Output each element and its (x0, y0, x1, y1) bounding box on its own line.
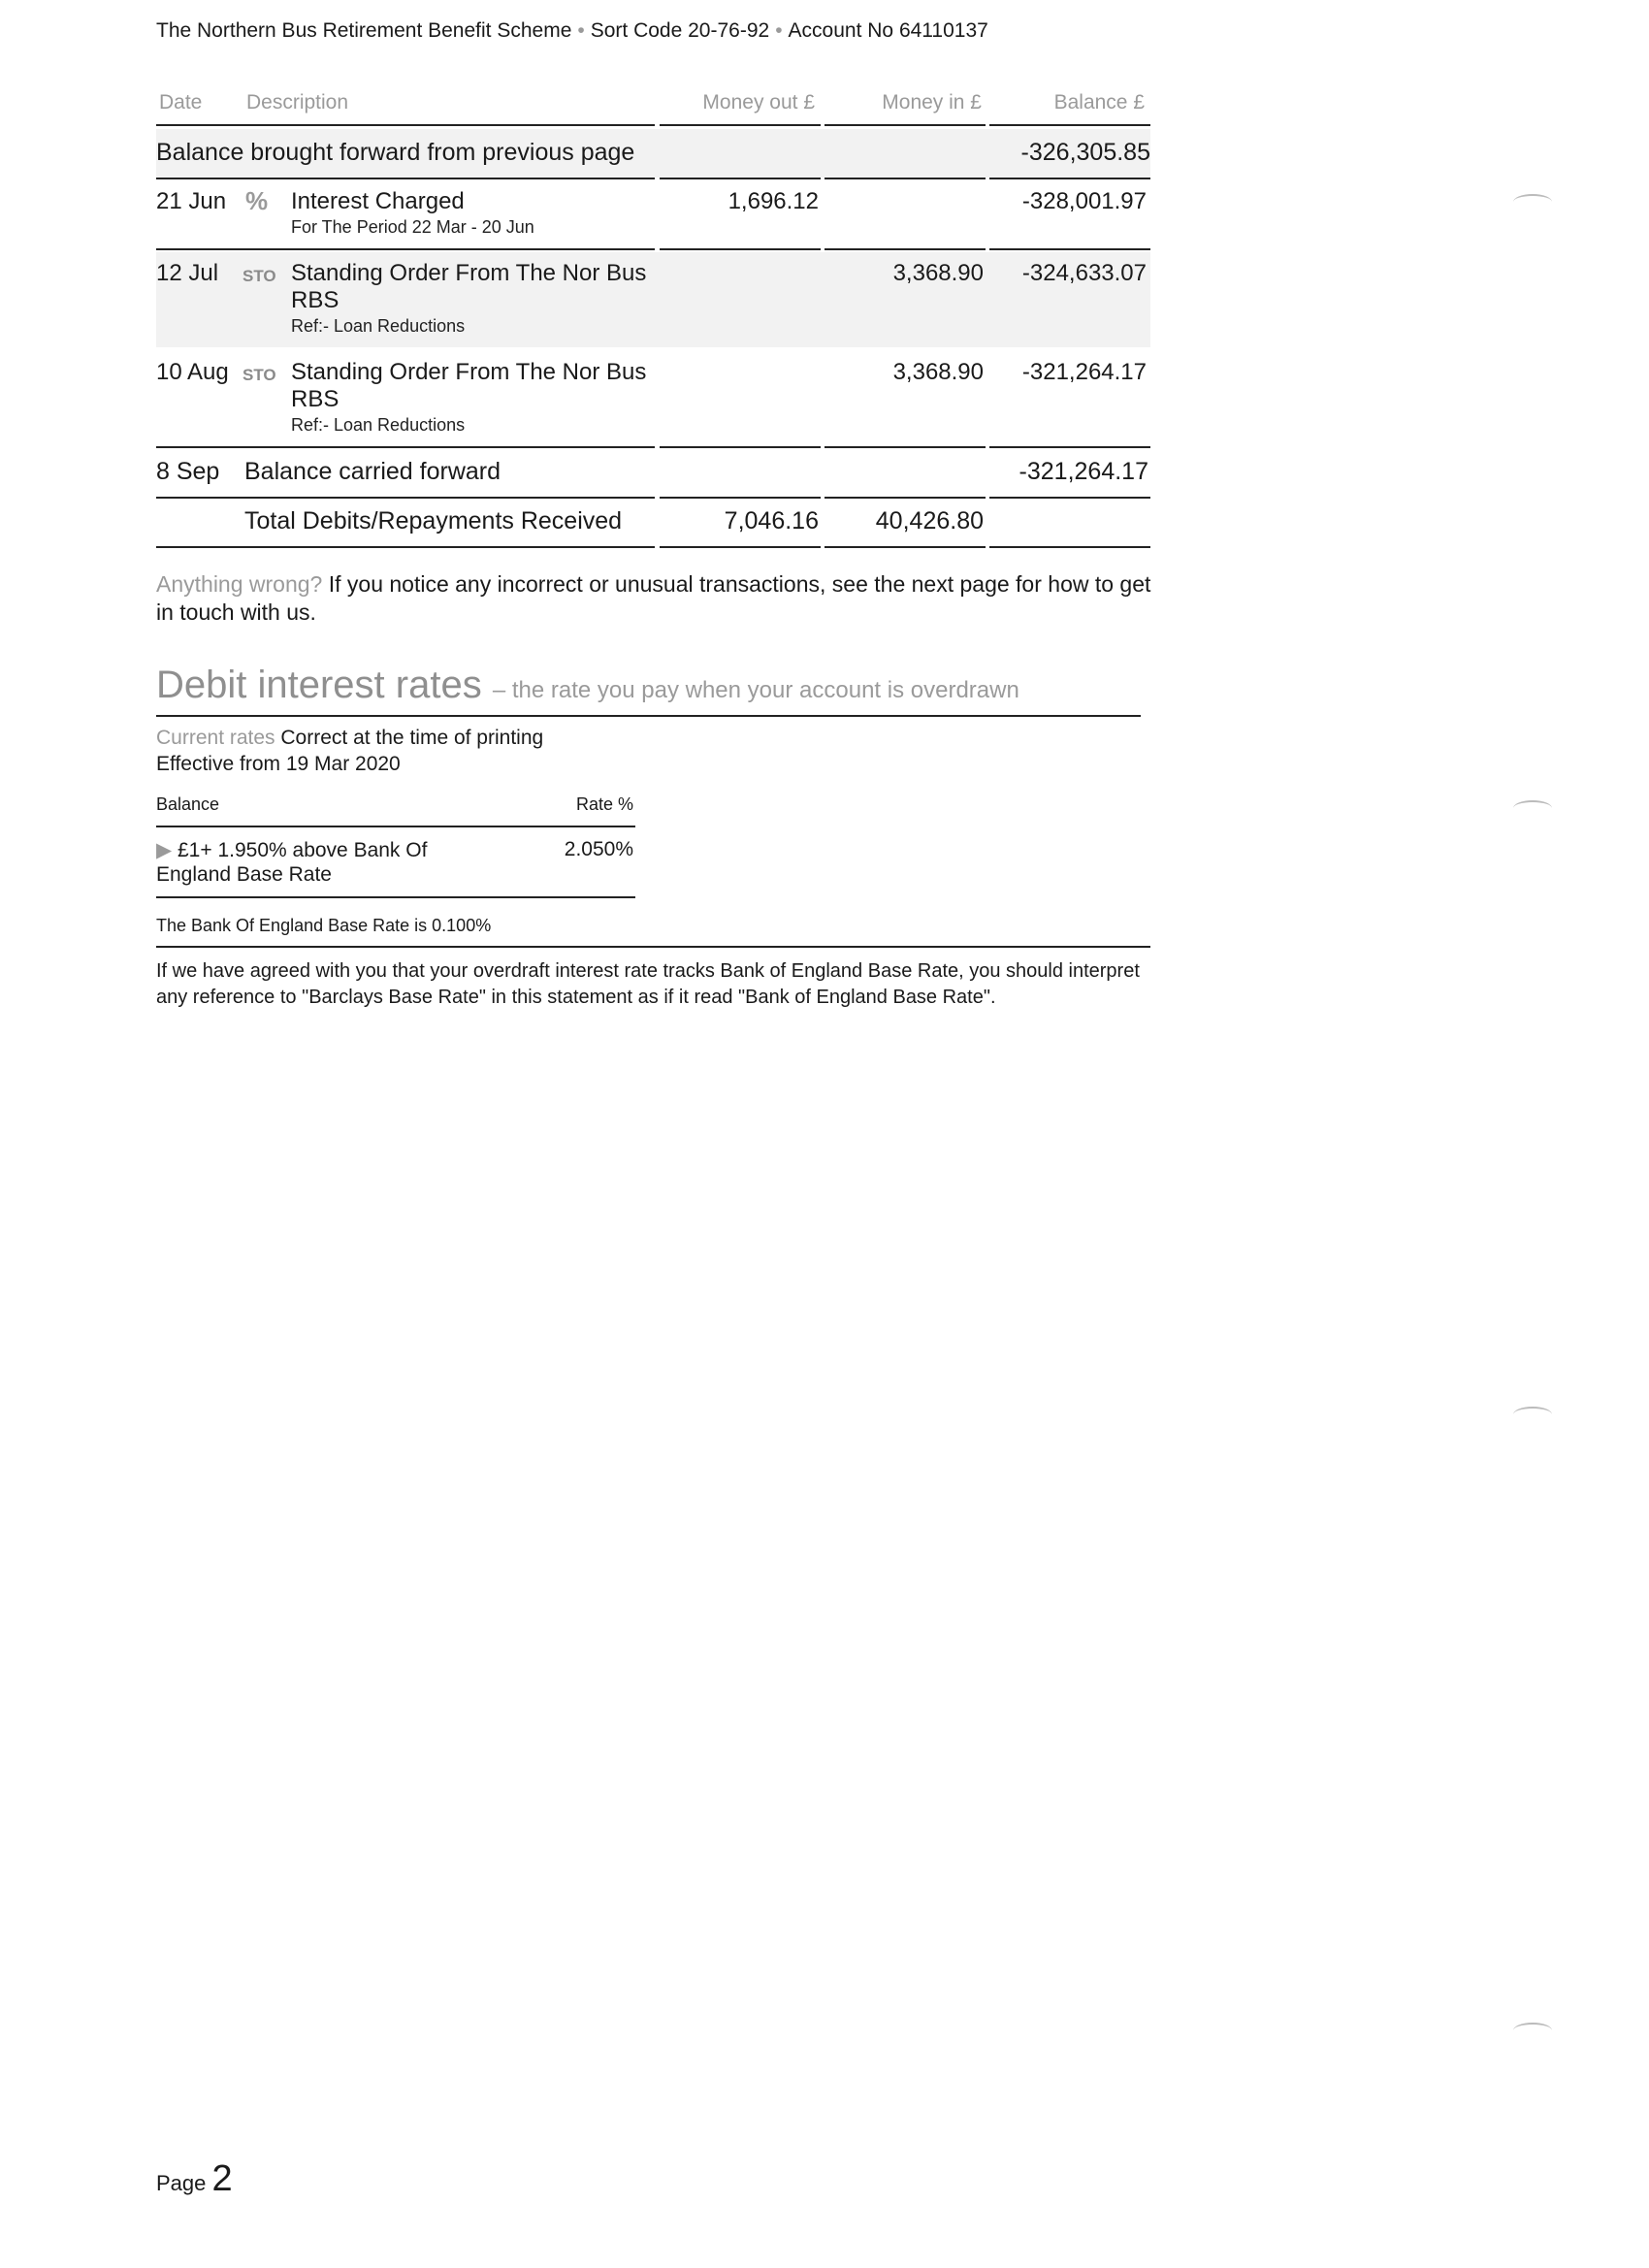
row-rule (660, 178, 821, 179)
brought-forward-label: Balance brought forward from previous page (156, 139, 635, 166)
base-rate-note: The Bank Of England Base Rate is 0.100% (156, 916, 492, 935)
row-rule (156, 497, 655, 499)
carried-forward-label: Balance carried forward (244, 458, 501, 485)
punch-hole-mark (1513, 1407, 1552, 1422)
carried-forward-balance: -321,264.17 (1018, 458, 1148, 485)
current-rates-label: Current rates (156, 727, 275, 749)
row-description: Interest Charged (291, 188, 465, 214)
totals-money-in: 40,426.80 (875, 507, 984, 535)
rates-col-rate: Rate % (575, 794, 633, 814)
notice-text: If you notice any incorrect or unusual transactions, see the next page for how to get in touch with us. (156, 571, 1151, 625)
row-money-in: 3,368.90 (892, 359, 984, 385)
carried-forward-date: 8 Sep (156, 458, 220, 485)
row-description-cont: RBS (291, 386, 340, 412)
standing-order-code: STO (242, 267, 276, 285)
scheme-name: The Northern Bus Retirement Benefit Scheme (156, 19, 572, 42)
base-rate-disclaimer: If we have agreed with you that your overdraft interest rate tracks Bank of England Base Rate, you should interpret any reference to "Barclays Base Rate" in this statement as if it read "Bank of England Base Rate". (156, 960, 1140, 1008)
col-header-money-out: Money out £ (702, 91, 815, 113)
row-money-out: 1,696.12 (728, 188, 819, 214)
col-header-date: Date (159, 91, 203, 113)
row-rule (824, 178, 986, 179)
punch-hole-mark (1513, 2023, 1552, 2038)
row-rule (156, 178, 655, 179)
anything-wrong-notice (156, 570, 1155, 627)
row-rule (660, 546, 821, 548)
row-description-cont: RBS (291, 287, 340, 313)
row-rule (989, 178, 1150, 179)
rates-row-balance-cont: England Base Rate (156, 863, 332, 886)
rates-row-balance-text: £1+ 1.950% above Bank Of (178, 839, 428, 861)
row-balance: -328,001.97 (1021, 188, 1147, 214)
row-rule (989, 546, 1150, 548)
row-date: 12 Jul (156, 260, 219, 286)
row-rule (660, 446, 821, 448)
row-rule (824, 497, 986, 499)
row-detail: Ref:- Loan Reductions (291, 415, 466, 435)
account-number: Account No 64110137 (788, 19, 988, 42)
page-number (156, 2158, 233, 2200)
debit-rates-title: Debit interest rates (156, 664, 482, 706)
header-rule (156, 124, 655, 126)
col-header-money-in: Money in £ (882, 91, 982, 113)
row-date: 21 Jun (156, 188, 227, 214)
header-rule (824, 124, 986, 126)
punch-hole-mark (1513, 194, 1552, 210)
rates-header-rule (156, 826, 635, 827)
section-rule (156, 715, 1141, 717)
row-balance: -321,264.17 (1021, 359, 1147, 385)
col-header-description: Description (246, 91, 349, 113)
separator-dot: • (577, 19, 585, 42)
brought-forward-balance: -326,305.85 (1020, 139, 1150, 166)
rates-row-rate: 2.050% (564, 838, 633, 860)
standing-order-code: STO (242, 366, 276, 384)
col-header-balance: Balance £ (1053, 91, 1145, 113)
totals-label: Total Debits/Repayments Received (244, 507, 623, 535)
row-rule (989, 497, 1150, 499)
separator-dot: • (775, 19, 783, 42)
current-rates-text: Correct at the time of printing (280, 727, 544, 749)
row-rule (660, 248, 821, 250)
effective-date: Effective from 19 Mar 2020 (156, 753, 401, 775)
row-rule (989, 446, 1150, 448)
row-detail: For The Period 22 Mar - 20 Jun (291, 217, 534, 237)
row-rule (824, 248, 986, 250)
current-rates-line (156, 727, 543, 750)
rates-row-balance (156, 838, 427, 862)
page-number-value: 2 (211, 2158, 233, 2199)
row-rule (156, 546, 655, 548)
section-rule (156, 946, 1150, 948)
percent-icon: % (245, 186, 269, 215)
row-detail: Ref:- Loan Reductions (291, 316, 466, 336)
row-money-in: 3,368.90 (892, 260, 984, 286)
row-description: Standing Order From The Nor Bus (291, 260, 647, 286)
row-balance: -324,633.07 (1021, 260, 1147, 286)
sort-code: Sort Code 20-76-92 (590, 19, 770, 42)
row-description: Standing Order From The Nor Bus (291, 359, 647, 385)
triangle-right-icon: ▶ (156, 839, 173, 861)
totals-money-out: 7,046.16 (724, 507, 819, 535)
rates-col-balance: Balance (156, 794, 220, 814)
row-rule (156, 446, 655, 448)
debit-rates-subtitle: – the rate you pay when your account is overdrawn (492, 677, 1019, 703)
row-rule (824, 446, 986, 448)
debit-rates-heading (156, 664, 1019, 707)
header-rule (660, 124, 821, 126)
row-rule (824, 546, 986, 548)
rates-row-rule (156, 896, 635, 898)
row-date: 10 Aug (156, 359, 229, 385)
punch-hole-mark (1513, 800, 1552, 816)
notice-lead: Anything wrong? (156, 571, 323, 597)
header-rule (989, 124, 1150, 126)
row-rule (660, 497, 821, 499)
row-rule (156, 248, 655, 250)
row-rule (989, 248, 1150, 250)
statement-header (156, 19, 988, 43)
page-label: Page (156, 2171, 207, 2195)
